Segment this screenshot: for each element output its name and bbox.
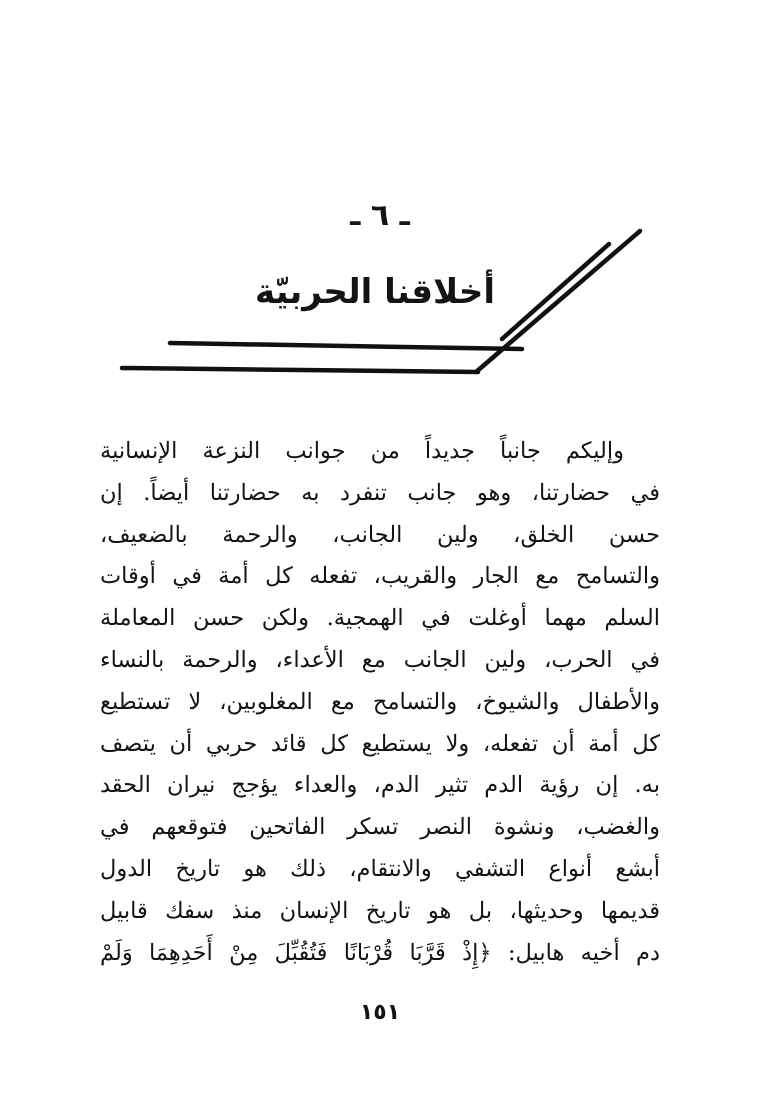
text-line: السلم مهما أوغلت في الهمجية. ولكن حسن المعاملة bbox=[100, 605, 660, 632]
text-line: والغضب، ونشوة النصر تسكر الفاتحين فتوقعهم في bbox=[100, 814, 660, 841]
ornament-rule-lower bbox=[122, 368, 478, 372]
text-line: كل أمة أن تفعله، ولا يستطيع كل قائد حربي أن يتصف bbox=[100, 730, 660, 757]
text-line: في حضارتنا، وهو جانب تنفرد به حضارتنا أيضاً. إن bbox=[100, 479, 660, 506]
body-text bbox=[100, 431, 660, 974]
text-line: قديمها وحديثها، بل هو تاريخ الإنسان منذ سفك قابيل bbox=[100, 897, 660, 924]
text-line: به. إن رؤية الدم تثير الدم، والعداء يؤجج نيران الحقد bbox=[100, 772, 660, 799]
text-line: في الحرب، ولين الجانب مع الأعداء، والرحمة بالنساء bbox=[100, 646, 660, 673]
chapter-number: ـ ٦ ـ bbox=[350, 198, 410, 233]
ornament-rule-upper bbox=[170, 343, 522, 349]
text-line: أبشع أنواع التشفي والانتقام، ذلك هو تاريخ الدول bbox=[100, 855, 660, 882]
chapter-title: أخلاقنا الحربيّة bbox=[254, 272, 496, 312]
page-number: ١٥١ bbox=[359, 1000, 401, 1025]
text-line: دم أخيه هابيل: ﴿إِذْ قَرَّبَا قُرْبَانًا فَتُقُبِّلَ مِنْ أَحَدِهِمَا وَلَمْ bbox=[100, 939, 660, 966]
text-line: حسن الخلق، ولين الجانب، والرحمة بالضعيف، bbox=[100, 521, 660, 548]
text-line: وإليكم جانباً جديداً من جوانب النزعة الإنسانية bbox=[100, 438, 624, 464]
text-line: والتسامح مع الجار والقريب، تفعله كل أمة في أوقات bbox=[100, 563, 660, 590]
text-line: والأطفال والشيوخ، والتسامح مع المغلوبين، لا تستطيع bbox=[100, 688, 660, 715]
